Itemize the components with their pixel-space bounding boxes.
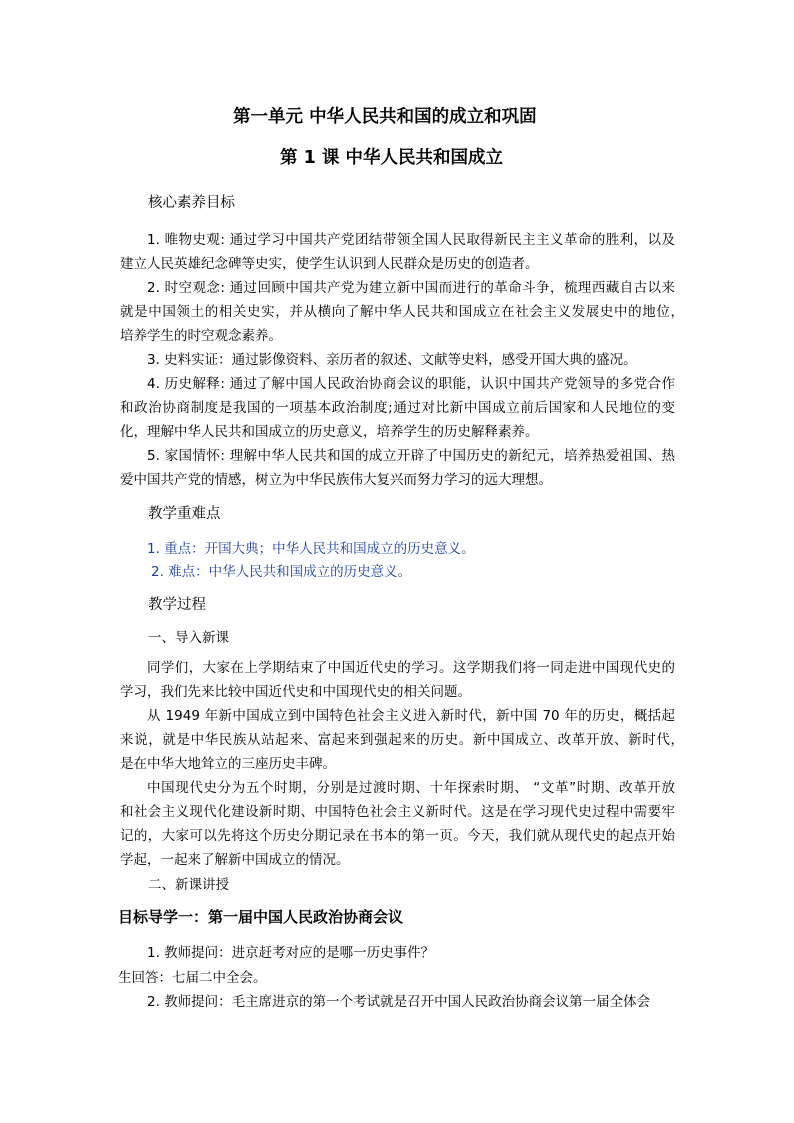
intro-line: 和社会主义现代化建设新时期、中国特色社会主义新时代。这是在学习现代史过程中需要牢 [120, 804, 675, 820]
core-line: 就是中国领土的相关史实，并从横向了解中华人民共和国成立在社会主义发展史中的地位， [120, 304, 684, 320]
core-line: 培养学生的时空观念素养。 [120, 328, 282, 344]
key-difficulty-heading: 教学重难点 [148, 506, 221, 522]
key-point-line: 2. 难点：中华人民共和国成立的历史意义。 [151, 564, 412, 580]
intro-line: 来说，就是中华民族从站起来、富起来到强起来的历史。新中国成立、改革开放、新时代， [120, 732, 684, 748]
intro-line: 中国现代史分为五个时期，分别是过渡时期、十年探索时期、 “文革”时期、改革开放 [147, 780, 675, 796]
core-line: 爱中国共产党的情感，树立为中华民族伟大复兴而努力学习的远大理想。 [120, 472, 552, 488]
lesson-title: 第 1 课 中华人民共和国成立 [280, 148, 503, 168]
core-line: 3. 史料实证：通过影像资料、亲历者的叙述、文献等史料，感受开国大典的盛况。 [147, 352, 637, 368]
intro-line: 是在中华大地耸立的三座历史丰碑。 [120, 756, 336, 772]
core-line: 2. 时空观念: 通过回顾中国共产党为建立新中国而进行的革命斗争，梳理西藏自古以来 [147, 280, 675, 296]
key-point-line: 1. 重点：开国大典；中华人民共和国成立的历史意义。 [147, 541, 475, 557]
qa-line: 2. 教师提问：毛主席进京的第一个考试就是召开中国人民政治协商会议第一届全体会 [147, 994, 651, 1010]
intro-line: 同学们，大家在上学期结束了中国近代史的学习。这学期我们将一同走进中国现代史的 [147, 660, 675, 676]
intro-heading: 一、导入新课 [148, 630, 229, 646]
core-line: 1. 唯物史观: 通过学习中国共产党团结带领全国人民取得新民主主义革命的胜利，以及 [147, 232, 675, 248]
core-line: 化，理解中华人民共和国成立的历史意义，培养学生的历史解释素养。 [120, 424, 539, 440]
intro-line: 学起，一起来了解新中国成立的情况。 [120, 852, 350, 868]
qa-line: 1. 教师提问：进京赶考对应的是哪一历史事件？ [147, 945, 435, 961]
core-line: 和政治协商制度是我国的一项基本政治制度;通过对比新中国成立前后国家和人民地位的变 [120, 400, 675, 416]
intro-line: 记的，大家可以先将这个历史分期记录在书本的第一页。今天，我们就从现代史的起点开始 [120, 828, 675, 844]
core-line: 建立人民英雄纪念碑等史实，使学生认识到人民群众是历史的创造者。 [120, 256, 539, 272]
new-lesson-heading: 二、新课讲授 [148, 877, 229, 893]
goal-one-heading: 目标导学一：第一届中国人民政治协商会议 [118, 908, 404, 926]
process-heading: 教学过程 [148, 597, 206, 613]
core-line: 4. 历史解释: 通过了解中国人民政治协商会议的职能，认识中国共产党领导的多党合作 [147, 376, 675, 392]
core-literacy-heading: 核心素养目标 [148, 195, 235, 211]
intro-line: 学习，我们先来比较中国近代史和中国现代史的相关问题。 [120, 684, 471, 700]
intro-line: 从 1949 年新中国成立到中国特色社会主义进入新时代，新中国 70 年的历史，概括起 [147, 708, 675, 724]
core-line: 5. 家国情怀: 理解中华人民共和国的成立开辟了中国历史的新纪元，培养热爱祖国、热 [147, 448, 675, 464]
qa-line: 生回答：七届二中全会。 [118, 970, 267, 986]
unit-title: 第一单元 中华人民共和国的成立和巩固 [233, 107, 537, 127]
